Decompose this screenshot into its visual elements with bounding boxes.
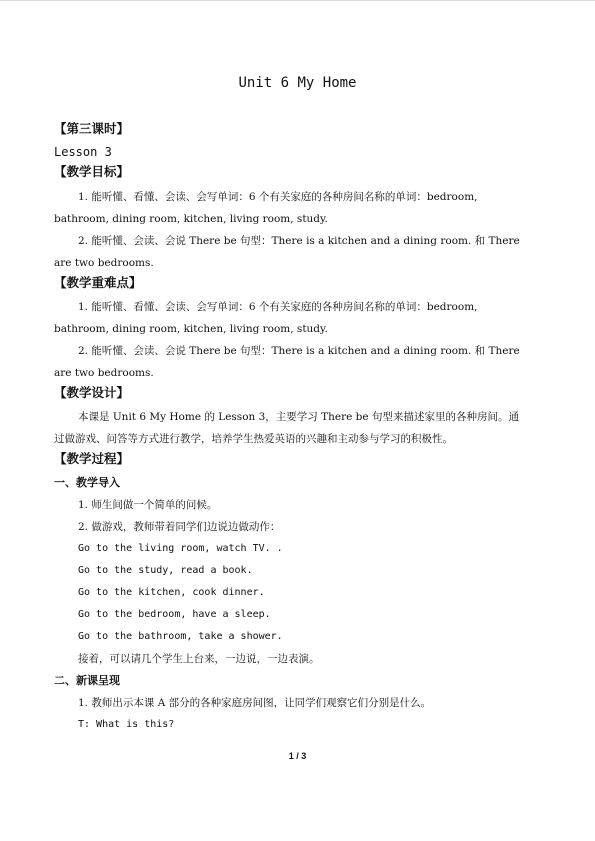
- document-title: Unit 6 My Home: [238, 75, 357, 91]
- key-points-item-2-line-1: 2. 能听懂、会读、会说 There be 句型：There is a kitchen and a dining room. 和 There: [78, 345, 520, 357]
- objectives-item-2-line-1: 2. 能听懂、会读、会说 There be 句型：There is a kitchen and a dining room. 和 There: [78, 235, 520, 247]
- warmup-action-1: Go to the living room, watch TV. .: [78, 543, 283, 554]
- warmup-heading: 一、教学导入: [54, 477, 120, 489]
- process-heading: 【教学过程】: [54, 452, 130, 466]
- page-number: 1 / 3: [288, 751, 307, 761]
- warmup-action-2: Go to the study, read a book.: [78, 565, 253, 576]
- design-line-1: 本课是 Unit 6 My Home 的 Lesson 3，主要学习 There be 句型来描述家里的各种房间。通: [78, 411, 519, 423]
- presentation-heading: 二、新课呈现: [54, 675, 120, 687]
- key-points-item-2-line-2: are two bedrooms.: [54, 367, 154, 379]
- design-line-2: 过做游戏、问答等方式进行教学，培养学生热爱英语的兴趣和主动参与学习的积极性。: [54, 433, 453, 445]
- warmup-item-1: 1. 师生间做一个简单的问候。: [78, 499, 218, 511]
- objectives-item-1-line-1: 1. 能听懂、看懂、会读、会写单词：6 个有关家庭的各种房间名称的单词：bedroom,: [78, 191, 478, 203]
- lesson-label: Lesson 3: [54, 145, 112, 159]
- key-points-heading: 【教学重难点】: [54, 276, 142, 290]
- warmup-action-5: Go to the bathroom, take a shower.: [78, 631, 283, 642]
- key-points-item-1-line-1: 1. 能听懂、看懂、会读、会写单词：6 个有关家庭的各种房间名称的单词：bedroom,: [78, 301, 478, 313]
- section-period-heading: 【第三课时】: [54, 122, 130, 136]
- warmup-item-2: 2. 做游戏，教师带着同学们边说边做动作：: [78, 521, 281, 533]
- warmup-followup: 接着，可以请几个学生上台来，一边说，一边表演。: [78, 653, 320, 665]
- design-heading: 【教学设计】: [54, 386, 130, 400]
- presentation-dialogue-1: T: What is this?: [78, 719, 175, 730]
- presentation-item-1: 1. 教师出示本课 A 部分的各种家庭房间图，让同学们观察它们分别是什么。: [78, 697, 432, 709]
- objectives-item-2-line-2: are two bedrooms.: [54, 257, 154, 269]
- objectives-heading: 【教学目标】: [54, 165, 130, 179]
- warmup-action-3: Go to the kitchen, cook dinner.: [78, 587, 265, 598]
- warmup-action-4: Go to the bedroom, have a sleep.: [78, 609, 271, 620]
- key-points-item-1-line-2: bathroom, dining room, kitchen, living room, study.: [54, 323, 328, 335]
- objectives-item-1-line-2: bathroom, dining room, kitchen, living room, study.: [54, 213, 328, 225]
- page-top-border: [0, 0, 595, 1]
